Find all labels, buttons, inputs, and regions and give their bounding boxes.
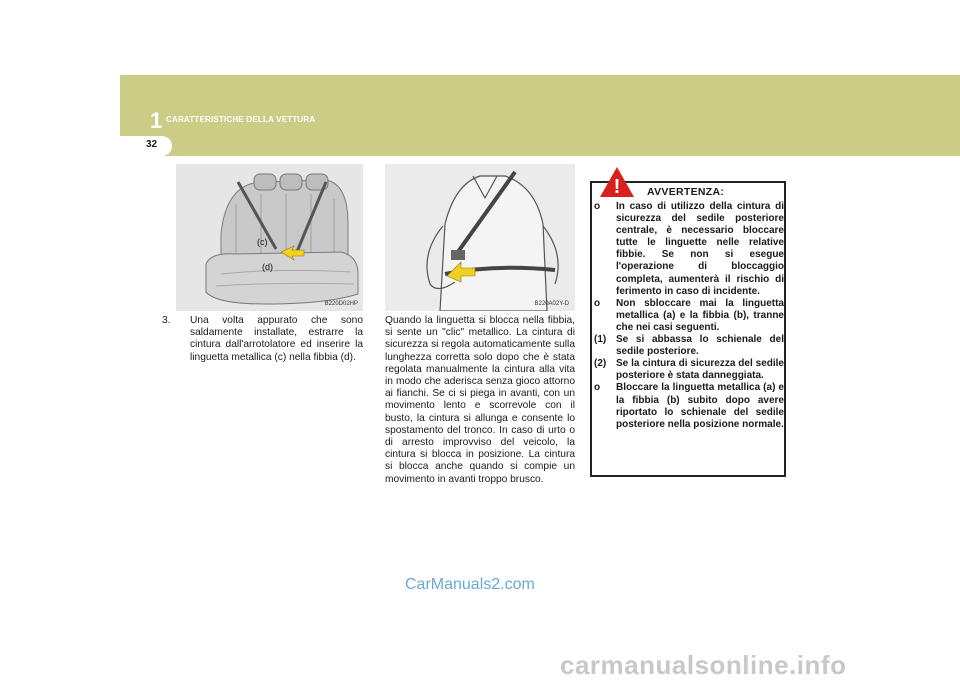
label-d: (d) [262,262,273,272]
warning-title: AVVERTENZA: [647,186,725,198]
rear-seat-figure [176,164,363,311]
belt-buckling-figure [385,164,575,311]
warning-item-marker: o [594,201,601,212]
warning-item-marker: o [594,297,601,309]
figure-code: B220D02HP [324,301,358,307]
warning-item-text: Se la cintura di sicurezza del sedile posteriore è stata danneggiata. [616,358,784,382]
step-text: Una volta appurato che sono saldamente installate, estrarre la cintura dall'arrotolatore ed inserire la linguetta metallica (c) nella fibbia (d). [190,315,363,363]
warning-item [594,334,784,358]
warning-item-marker: o [594,382,601,394]
warning-item [594,201,784,298]
warning-item-marker: (2) [594,358,607,370]
warning-item-text: Non sbloccare mai la linguetta metallica (a) e la fibbia (b), tranne che nei casi seguenti. [616,297,784,333]
step-3-paragraph [162,315,363,364]
belt-buckling-illustration [385,164,575,311]
chapter-title: CARATTERISTICHE DELLA VETTURA [166,115,316,124]
warning-icon-symbol: ! [613,176,621,198]
warning-item-text: Bloccare la linguetta metallica (a) e la fibbia (b) subito dopo avere riportato lo schienale del sedile posteriore nella posizione normale. [616,382,784,430]
rear-seat-illustration [176,164,363,311]
belt-lock-paragraph: Quando la linguetta si blocca nella fibbia, si sente un "clic" metallico. La cintura di sicurezza si regola automaticamente sulla lunghezza corretta solo dopo che è stata regolata manualmente la cintura alla vita in modo che aderisca senza gioco attorno ai fianchi. Se ci si piega in avanti, con un movimento lento e scorrevole con il busto, la cintura si allunga e consente lo spostamento del tronco. In caso di urto o di arresto improvviso del veicolo, la cintura si blocca in posizione. La cintura si blocca anche quando si compie un movimento in avanti troppo brusco. [385,315,575,485]
warning-item [594,358,784,382]
warning-item [594,298,784,334]
warning-icon [599,166,635,198]
warning-item [594,382,784,430]
label-c: (c) [257,237,268,247]
warning-item-text: Se si abbassa lo schienale del sedile posteriore. [616,334,784,358]
warning-item-marker: (1) [594,334,607,346]
watermark-carmanualsonline: carmanualsonline.info [560,650,847,680]
figure-code: B220A02Y-D [534,301,569,307]
warning-list [594,201,784,431]
chapter-number: 1 [150,108,163,133]
watermark-carmanuals2[interactable]: CarManuals2.com [405,576,535,593]
warning-item-text: In caso di utilizzo della cintura di sicurezza del sedile posteriore centrale, è necessario bloccare tutte le linguette nelle relative fibbie. Se non si esegue l'operazione di bloccaggio completa, aumenterà il rischio di ferimento in caso di incidente. [616,201,784,297]
step-number: 3. [162,315,171,326]
page-number: 32 [146,139,158,150]
